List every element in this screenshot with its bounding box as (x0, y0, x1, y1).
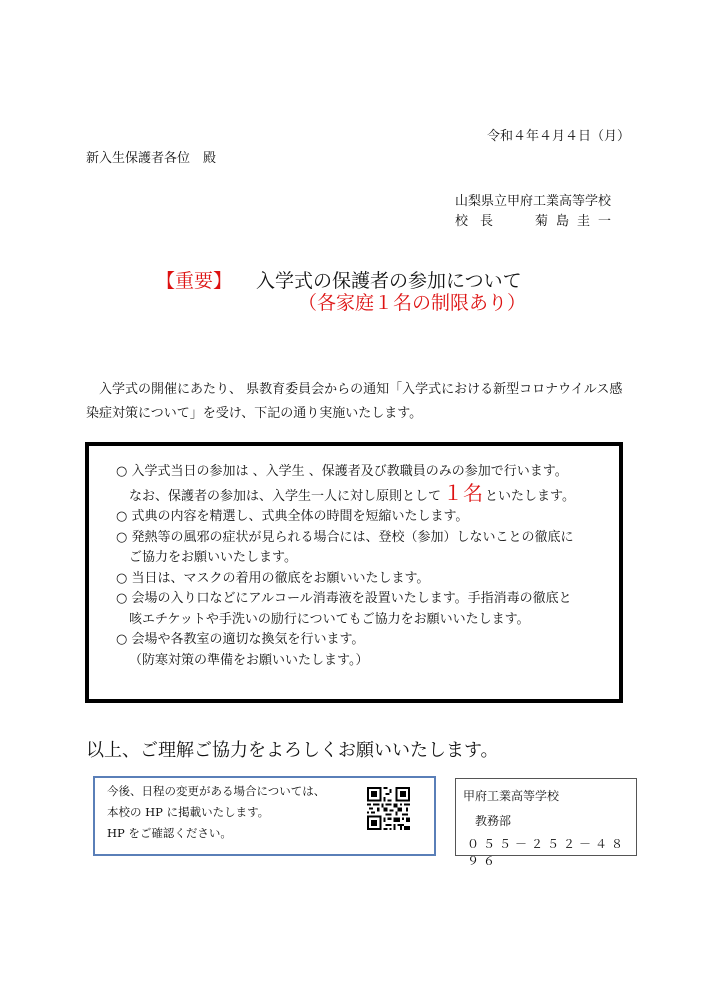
measures-list (116, 462, 575, 671)
list-item: ○ 発熱等の風邪の症状が見られる場合には、登校（参加）しないことの徹底に (116, 529, 574, 545)
list-item: ○ 会場の入り口などにアルコール消毒液を設置いたします。手指消毒の徹底と (116, 591, 572, 606)
list-item: ○ 入学式当日の参加は 、入学生 、保護者及び教職員のみの参加で行います。 (116, 464, 568, 479)
list-item: ご協力をお願いいたします。 (129, 550, 297, 565)
item-text: なお、保護者の参加は、入学生一人に対し原則として (129, 488, 442, 504)
list-item: ○ 会場や各教室の適切な換気を行います。 (116, 632, 365, 647)
principal-role: 校長 (455, 214, 506, 229)
notice-line: HP をご確認ください。 (107, 826, 232, 840)
document-date: 令和４年４月４日（月） (487, 129, 631, 144)
intro-paragraph: 入学式の開催にあたり、 県教育委員会からの通知「入学式における新型コロナウイルス感染症対策について」を受け、下記の通り実施いたします。 (86, 382, 623, 421)
contact-box (455, 778, 637, 868)
addressee: 新入生保護者各位 殿 (86, 151, 217, 166)
important-tag: 【重要】 (156, 270, 233, 292)
list-item: ○ 当日は、マスクの着用の徹底をお願いいたします。 (116, 570, 430, 586)
title-main: 入学式の保護者の参加について (256, 270, 522, 292)
principal-line (455, 210, 619, 229)
title-sub: （各家庭１名の制限あり） (298, 292, 527, 314)
notice-line: 今後、日程の変更がある場合については、 (107, 784, 326, 798)
contact-department: 教務部 (475, 814, 512, 828)
measures-box (85, 442, 623, 703)
list-item: 咳エチケットや手洗いの励行についてもご協力をお願いいたします。 (129, 611, 530, 627)
notice-line: 本校の HP に掲載いたします。 (107, 805, 270, 819)
list-item: ○ 式典の内容を精選し、式典全体の時間を短縮いたします。 (116, 509, 469, 524)
school-name: 山梨県立甲府工業高等学校 (455, 194, 612, 209)
qr-code-icon[interactable] (367, 787, 410, 830)
list-item (116, 480, 575, 508)
contact-phone: ０５５－２５２－４８９６ (467, 837, 628, 868)
item-text: といたします。 (485, 488, 575, 504)
list-item: （防寒対策の準備をお願いいたします。） (129, 652, 369, 668)
closing-message: 以上、ご理解ご協力をよろしくお願いいたします。 (86, 740, 499, 761)
one-person-highlight: １名 (443, 480, 484, 505)
contact-school: 甲府工業高等学校 (463, 789, 560, 803)
principal-name: 菊島圭一 (535, 214, 620, 229)
